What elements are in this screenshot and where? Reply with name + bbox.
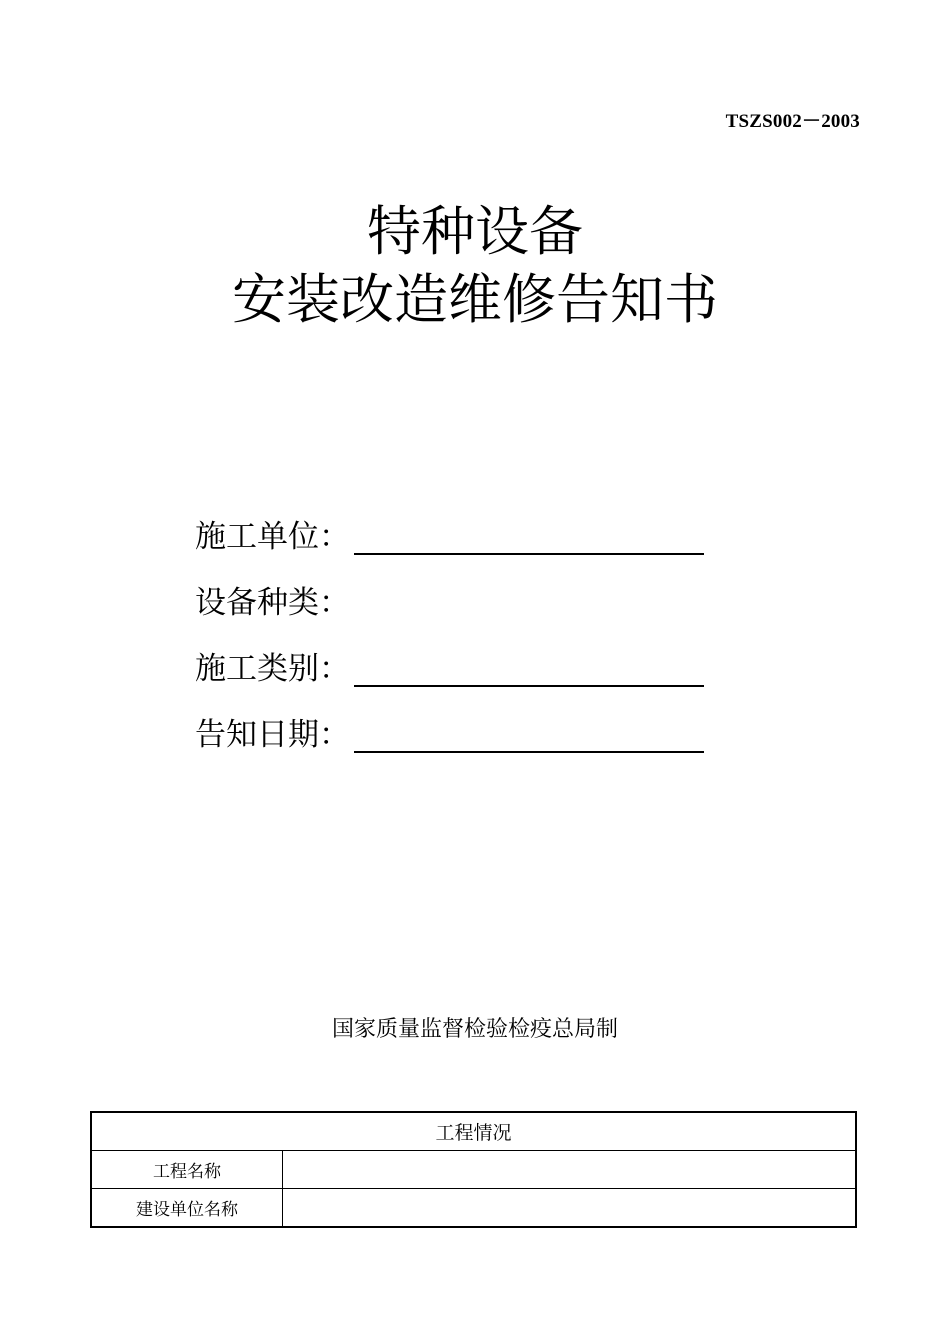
- document-title-line2: 安装改造维修告知书: [232, 268, 718, 331]
- table-cell-label: 工程名称: [91, 1151, 283, 1189]
- owner-unit-name-cell[interactable]: [283, 1189, 857, 1228]
- notice-fields: [195, 500, 735, 764]
- table-cell-label: 建设单位名称: [91, 1189, 283, 1228]
- construction-category-blank[interactable]: [354, 655, 704, 687]
- table-row: [91, 1151, 856, 1189]
- field-construction-category: [195, 632, 735, 698]
- table-header-row: [91, 1112, 856, 1151]
- table-row: [91, 1189, 856, 1228]
- construction-unit-blank[interactable]: [354, 523, 704, 555]
- table-heading: 工程情况: [91, 1112, 856, 1151]
- document-title-line1: 特种设备: [367, 200, 583, 263]
- field-label: 告知日期：: [195, 716, 350, 753]
- field-label: 设备种类：: [195, 584, 350, 621]
- field-construction-unit: [195, 500, 735, 566]
- notice-date-blank[interactable]: [354, 721, 704, 753]
- project-info-table: [90, 1111, 857, 1228]
- equipment-type-blank[interactable]: [354, 590, 704, 620]
- field-label: 施工类别：: [195, 650, 350, 687]
- issuing-authority: 国家质量监督检验检疫总局制: [331, 1017, 618, 1042]
- standard-code: TSZS002－2003: [725, 111, 860, 132]
- field-equipment-type: [195, 566, 735, 632]
- field-notice-date: [195, 698, 735, 764]
- project-name-cell[interactable]: [283, 1151, 857, 1189]
- field-label: 施工单位：: [195, 518, 350, 555]
